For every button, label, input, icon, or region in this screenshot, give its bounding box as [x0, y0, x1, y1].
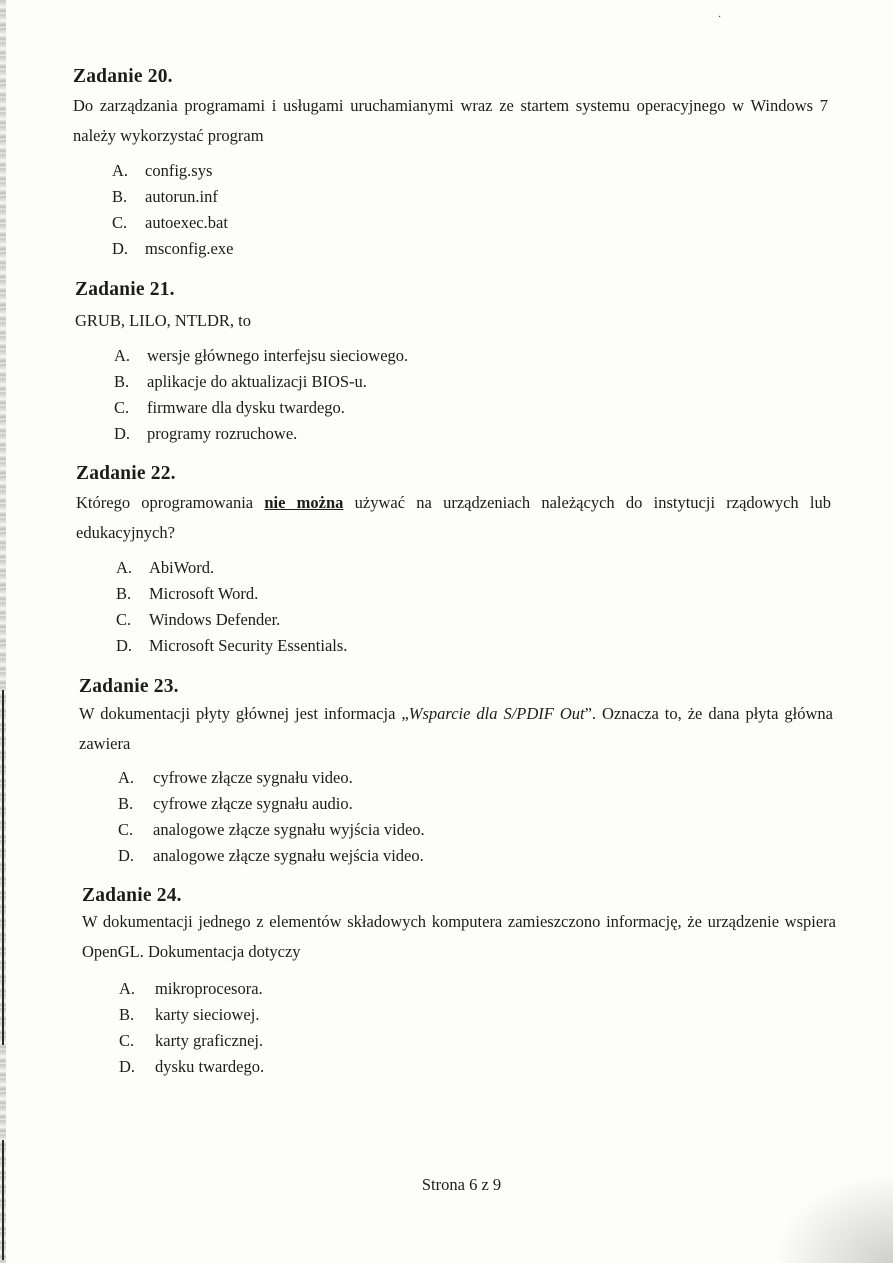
scan-binder-edge	[0, 0, 6, 1263]
task-title: Zadanie 21.	[75, 279, 175, 300]
task-question	[75, 306, 835, 336]
option-letter: A.	[116, 558, 133, 577]
option-letter: A.	[119, 979, 136, 998]
option-text: karty graficznej.	[155, 1031, 264, 1050]
page-number: Strona 6 z 9	[421, 1175, 502, 1194]
option-letter: C.	[118, 820, 134, 839]
option-text: config.sys	[145, 161, 213, 180]
option-text: aplikacje do aktualizacji BIOS-u.	[147, 372, 367, 391]
scan-speck: ·	[718, 12, 722, 23]
option-text: karty sieciowej.	[155, 1005, 260, 1024]
option-text: analogowe złącze sygnału wyjścia video.	[153, 820, 425, 839]
option-text: mikroprocesora.	[155, 979, 263, 998]
question-text: Którego oprogramowania	[76, 493, 265, 512]
option-letter: A.	[112, 161, 129, 180]
option-letter: B.	[116, 584, 132, 603]
option-letter: D.	[116, 636, 133, 655]
question-text: ”. Oznacza to, że dana płyta główna zawiera	[79, 704, 833, 753]
task-title: Zadanie 24.	[82, 885, 182, 906]
option-letter: C.	[114, 398, 130, 417]
question-text: Do zarządzania programami i usługami uruchamianymi wraz ze startem systemu operacyjnego w Windows 7 należy wykorzystać program	[73, 96, 828, 145]
option-text: autorun.inf	[145, 187, 218, 206]
option-letter: D.	[119, 1057, 136, 1076]
question-text: W dokumentacji płyty głównej jest informacja „	[79, 704, 409, 723]
option-letter: D.	[112, 239, 129, 258]
task-title: Zadanie 22.	[76, 463, 176, 484]
option-letter: B.	[112, 187, 128, 206]
task-question	[76, 488, 831, 548]
question-text: używać na urządzeniach należących do instytucji rządowych lub edukacyjnych?	[76, 493, 831, 542]
emphasis-text: nie można	[264, 493, 344, 512]
option-text: Windows Defender.	[149, 610, 281, 629]
option-text: programy rozruchowe.	[147, 424, 298, 443]
option-text: cyfrowe złącze sygnału video.	[153, 768, 353, 787]
task-question	[73, 91, 828, 151]
option-text: Microsoft Security Essentials.	[149, 636, 348, 655]
task-title: Zadanie 23.	[79, 676, 179, 697]
option-letter: A.	[114, 346, 131, 365]
option-letter: C.	[112, 213, 128, 232]
option-text: autoexec.bat	[145, 213, 228, 232]
option-text: AbiWord.	[149, 558, 215, 577]
option-text: cyfrowe złącze sygnału audio.	[153, 794, 353, 813]
option-text: msconfig.exe	[145, 239, 234, 258]
option-letter: B.	[118, 794, 134, 813]
option-letter: D.	[118, 846, 135, 865]
option-letter: A.	[118, 768, 135, 787]
option-letter: C.	[116, 610, 132, 629]
option-text: Microsoft Word.	[149, 584, 259, 603]
question-text: W dokumentacji jednego z elementów składowych komputera zamieszczono informację, że urządzenie wspiera OpenGL. Dokumentacja dotyczy	[82, 912, 836, 961]
option-text: dysku twardego.	[155, 1057, 265, 1076]
question-text: GRUB, LILO, NTLDR, to	[75, 311, 251, 330]
option-text: wersje głównego interfejsu sieciowego.	[147, 346, 409, 365]
option-letter: B.	[119, 1005, 135, 1024]
quoted-text: Wsparcie dla S/PDIF Out	[408, 704, 585, 723]
option-text: firmware dla dysku twardego.	[147, 398, 345, 417]
option-letter: D.	[114, 424, 131, 443]
option-letter: C.	[119, 1031, 135, 1050]
task-question	[82, 907, 836, 967]
scan-edge-line	[2, 690, 4, 1045]
option-text: analogowe złącze sygnału wejścia video.	[153, 846, 424, 865]
scan-edge-line	[2, 1140, 4, 1260]
option-letter: B.	[114, 372, 130, 391]
task-question	[79, 699, 833, 759]
task-title: Zadanie 20.	[73, 66, 173, 87]
